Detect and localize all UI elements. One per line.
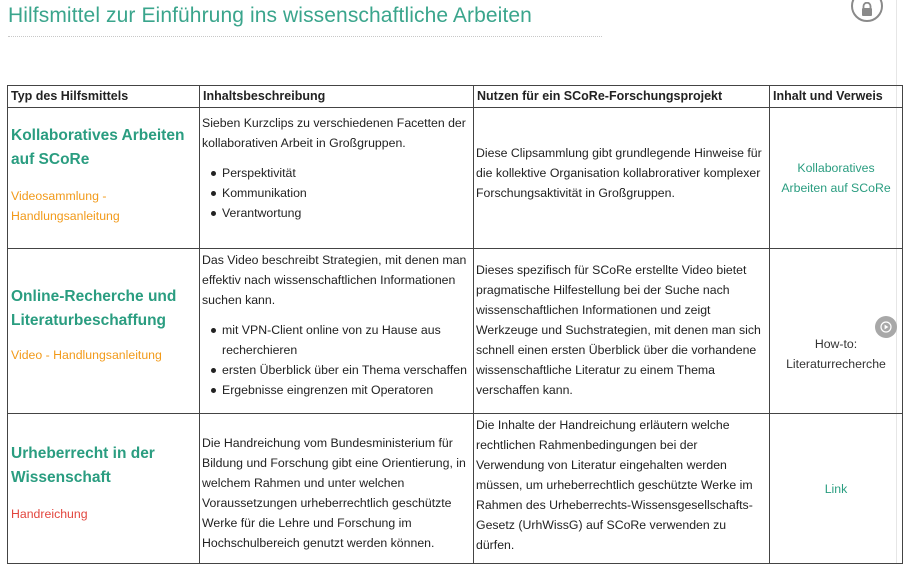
reference-link[interactable]: Link	[824, 481, 848, 496]
use-cell	[474, 414, 770, 564]
table-header-row	[8, 86, 903, 108]
use-text: Dieses spezifisch für SCoRe erstellte Video bietet pragmatische Hilfestellung bei der Suche nach wissenschaftlichen Informationen und zeigt Werkzeuge und Suchstrategien, mit denen man sich schnell einen ersten Überblick über die vorhandene wissenschaftliche Literatur zu einem Thema verschaffen kann.	[476, 263, 761, 397]
type-cell	[8, 249, 200, 414]
list-item: mit VPN-Client online von zu Hause aus recherchieren	[202, 320, 471, 360]
description-cell	[200, 249, 474, 414]
type-cell	[8, 414, 200, 564]
use-text: Diese Clipsammlung gibt grundlegende Hinweise für die kollektive Organisation kollabrorativer komplexer Forschungsaktivität in Großgruppen.	[476, 146, 762, 200]
reference-cell	[770, 414, 903, 564]
reference-cell	[770, 108, 903, 249]
header-use: Nutzen für ein SCoRe-Forschungsprojekt	[474, 86, 770, 108]
description-list	[202, 163, 471, 223]
description-cell	[200, 108, 474, 249]
use-cell	[474, 249, 770, 414]
list-item: ersten Überblick über ein Thema verschaffen	[202, 360, 471, 380]
resources-table	[7, 85, 903, 564]
header-type: Typ des Hilfsmittels	[8, 86, 200, 108]
title-divider	[8, 36, 602, 37]
play-button[interactable]	[875, 316, 897, 338]
use-cell	[474, 108, 770, 249]
list-item: Verantwortung	[202, 203, 471, 223]
type-subtitle: Handreichung	[11, 507, 88, 521]
description-cell	[200, 414, 474, 564]
type-subtitle: Videosammlung - Handlungsanleitung	[11, 189, 120, 223]
list-item: Ergebnisse eingrenzen mit Operatoren	[202, 380, 471, 400]
table-row	[8, 414, 903, 564]
lock-icon	[860, 2, 874, 16]
list-item: Kommunikation	[202, 183, 471, 203]
type-title: Urheberrecht in der Wissenschaft	[11, 445, 155, 486]
page-title: Hilfsmittel zur Einführung ins wissenschaftliche Arbeiten	[8, 4, 532, 27]
description-text: Die Handreichung vom Bundesministerium für Bildung und Forschung gibt eine Orientierung, in welchem Rahmen und unter welchen Voraussetzungen urheberrechtlich geschützte Werke für die Lehre und Forschung im Hochschulbereich genutzt werden können.	[202, 436, 466, 550]
list-item: Perspektivität	[202, 163, 471, 183]
type-cell	[8, 108, 200, 249]
header-description: Inhaltsbeschreibung	[200, 86, 474, 108]
description-text: Sieben Kurzclips zu verschiedenen Facetten der kollaborativen Arbeit in Großgruppen.	[202, 116, 466, 150]
type-title: Online-Recherche und Literaturbeschaffung	[11, 288, 177, 329]
type-title: Kollaboratives Arbeiten auf SCoRe	[11, 127, 185, 168]
use-text: Die Inhalte der Handreichung erläutern welche rechtlichen Rahmenbedingungen bei der Verwendung von Literatur eingehalten werden müssen, um urheberrechtlich geschützte Werke im Rahmen des Urheberrechts-Wissensgesellschafts-Gesetz (UrhWissG) auf SCoRe verwenden zu dürfen.	[476, 418, 753, 552]
header-reference: Inhalt und Verweis	[770, 86, 903, 108]
reference-link[interactable]: Kollaboratives Arbeiten auf SCoRe	[781, 161, 891, 195]
table-row	[8, 249, 903, 414]
description-text: Das Video beschreibt Strategien, mit denen man effektiv nach wissenschaftlichen Informationen suchen kann.	[202, 253, 467, 307]
reference-link[interactable]: How-to: Literaturrecherche	[786, 337, 886, 371]
lock-button[interactable]	[851, 0, 883, 22]
description-list	[202, 320, 471, 400]
type-subtitle: Video - Handlungsanleitung	[11, 348, 162, 362]
table-row	[8, 108, 903, 249]
play-icon	[880, 321, 892, 333]
